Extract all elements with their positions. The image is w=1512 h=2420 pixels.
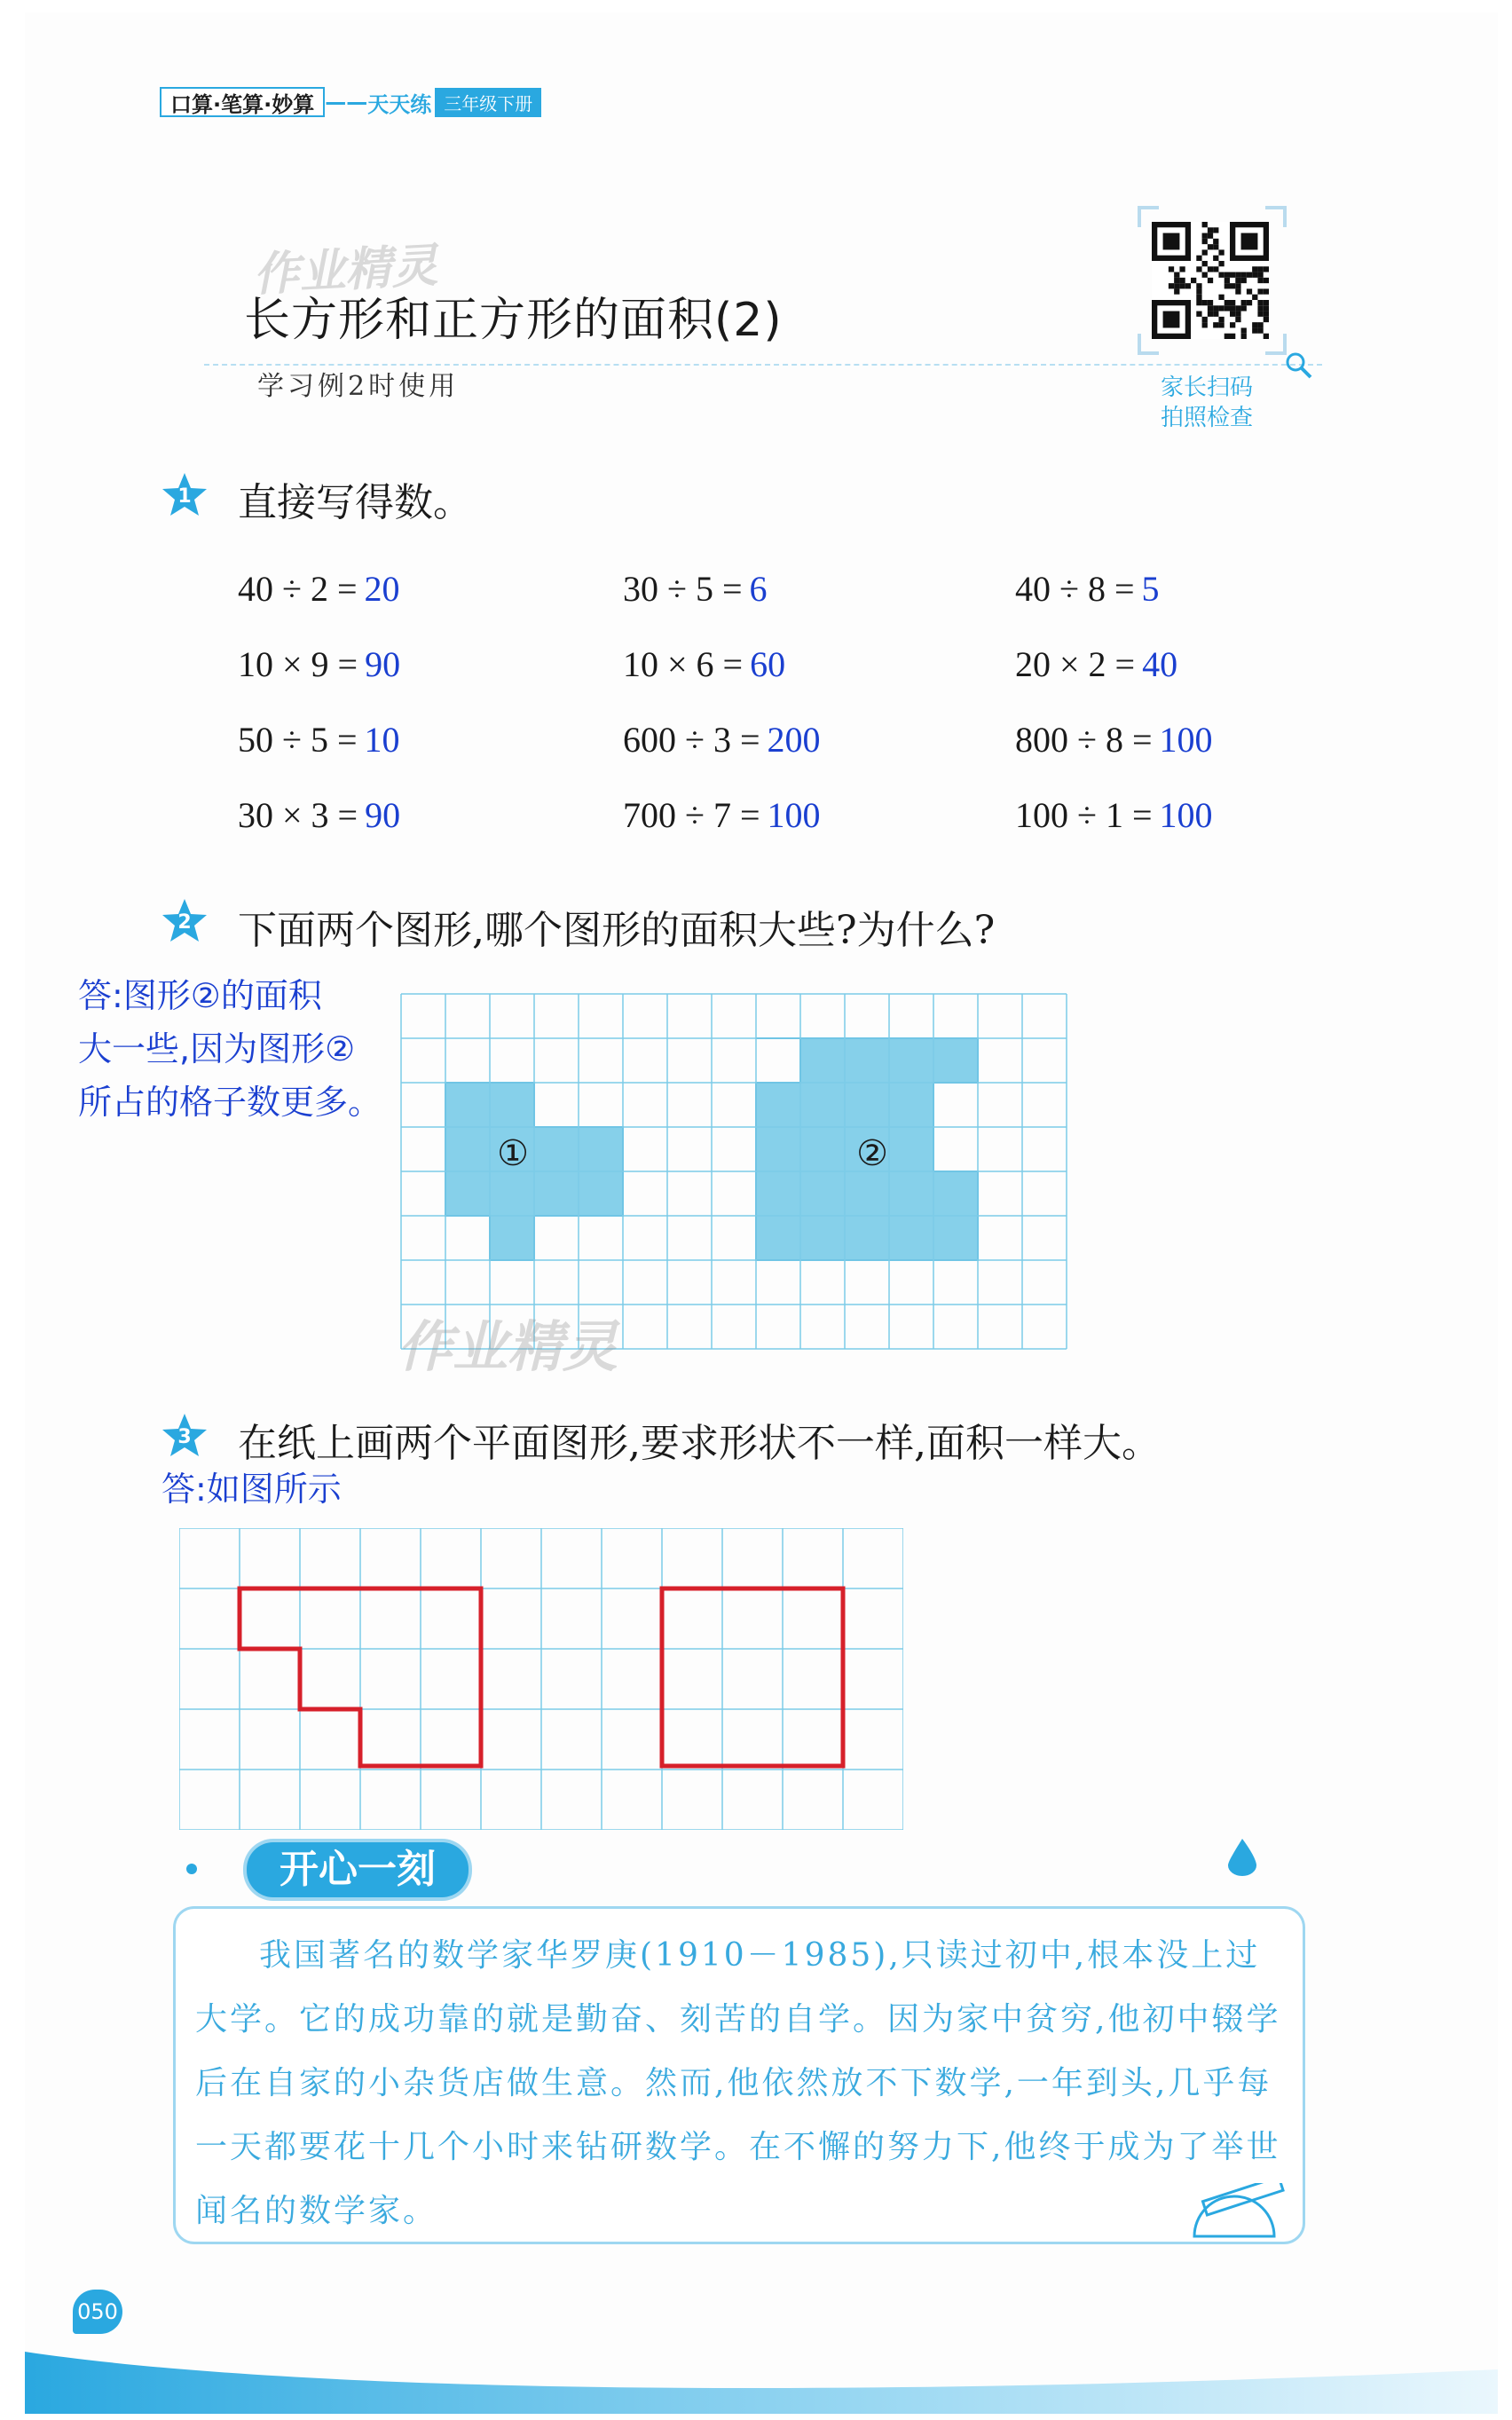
page-number: 050: [73, 2290, 122, 2334]
question-2-answer: [78, 969, 382, 1129]
equation-expression: 50 ÷ 5 =: [238, 720, 358, 760]
equation-expression: 600 ÷ 3 =: [623, 720, 760, 760]
answer-line-3: 所占的格子数更多。: [78, 1083, 382, 1122]
equation-answer: 100: [767, 795, 821, 835]
figure-grid-q3: [179, 1528, 903, 1830]
equation-expression: 30 ÷ 5 =: [623, 569, 743, 609]
equation-expression: 30 × 3 =: [238, 795, 358, 835]
equation: [1015, 794, 1213, 836]
equation-expression: 40 ÷ 2 =: [238, 569, 358, 609]
equation-answer: 6: [749, 569, 768, 609]
question-3-text: 在纸上画两个平面图形,要求形状不一样,面积一样大。: [238, 1421, 1161, 1466]
watermark-top: 作业精灵: [251, 239, 439, 303]
joke-text: 我国著名的数学家华罗庚(1910－1985),只读过初中,根本没上过大学。它的成功靠的就是勤奋、刻苦的自学。因为家中贫穷,他初中辍学后在自家的小杂货店做生意。然而,他依然放不下数学,一年到头,几乎每一天都要花十几个小时来钻研数学。在不懈的努力下,他终于成为了举世闻名的数学家。: [195, 1937, 1281, 2229]
qr-caption-line-1: 家长扫码: [1160, 374, 1253, 401]
header-right-text: 天天练: [367, 91, 432, 117]
equation: [1015, 719, 1213, 761]
equation-answer: 90: [365, 644, 401, 684]
usage-note: 学习例2时使用: [257, 371, 460, 402]
watermark-middle: 作业精灵: [398, 1314, 618, 1379]
qr-code[interactable]: [1152, 222, 1269, 339]
equation-expression: 800 ÷ 8 =: [1015, 720, 1153, 760]
equation-expression: 700 ÷ 7 =: [623, 795, 760, 835]
equation-answer: 100: [1159, 720, 1213, 760]
equation-answer: 200: [767, 720, 821, 760]
bottom-wave-decoration: [25, 2316, 1498, 2414]
equation: [623, 794, 821, 836]
equation-answer: 40: [1142, 644, 1178, 684]
question-2-star-icon: [160, 896, 209, 946]
question-1-number: 1: [177, 485, 192, 508]
question-2-number: 2: [177, 911, 192, 934]
equation: [238, 794, 400, 836]
answer-line-1: 答:图形②的面积: [78, 976, 322, 1015]
equation-answer: 10: [364, 720, 400, 760]
question-3-star-icon: [160, 1411, 209, 1461]
equation: [238, 643, 400, 685]
question-3-number: 3: [177, 1426, 192, 1448]
series-header: [160, 87, 541, 117]
qr-caption: [1154, 373, 1260, 433]
equation: [623, 719, 821, 761]
header-dash: ——: [325, 90, 368, 114]
equation: [1015, 643, 1177, 685]
question-2-text: 下面两个图形,哪个图形的面积大些?为什么?: [238, 908, 996, 953]
dot-decoration-icon: [183, 1860, 201, 1878]
answer-line-2: 大一些,因为图形②: [78, 1029, 356, 1068]
question-1-star-icon: [160, 470, 209, 520]
shape-2-label: ②: [856, 1133, 888, 1174]
equation: [623, 643, 785, 685]
question-1-text: 直接写得数。: [238, 480, 472, 525]
equation-expression: 10 × 6 =: [623, 644, 744, 684]
equation-expression: 10 × 9 =: [238, 644, 358, 684]
equation-expression: 40 ÷ 8 =: [1015, 569, 1135, 609]
magnifier-icon: [1283, 350, 1313, 380]
ruler-protractor-icon: [1185, 2183, 1292, 2245]
grade-tag: 三年级下册: [435, 88, 541, 117]
equation-expression: 20 × 2 =: [1015, 644, 1136, 684]
equation: [238, 568, 400, 610]
equation: [623, 568, 768, 610]
equation-answer: 90: [365, 795, 401, 835]
qr-caption-line-2: 拍照检查: [1160, 405, 1253, 431]
question-3-answer: 答:如图所示: [161, 1470, 342, 1509]
series-title: 口算·笔算·妙算: [160, 87, 325, 117]
equation: [1015, 568, 1160, 610]
equation-expression: 100 ÷ 1 =: [1015, 795, 1153, 835]
drop-icon: [1225, 1835, 1260, 1878]
equation-answer: 5: [1141, 569, 1160, 609]
equation: [238, 719, 400, 761]
equation-answer: 100: [1159, 795, 1213, 835]
page-title: 长方形和正方形的面积(2): [244, 294, 783, 347]
equation-answer: 60: [750, 644, 786, 684]
joke-title: 开心一刻: [247, 1842, 469, 1897]
drawn-shape-square: [662, 1588, 843, 1766]
shape-1-label: ①: [497, 1133, 529, 1174]
equation-answer: 20: [364, 569, 400, 609]
